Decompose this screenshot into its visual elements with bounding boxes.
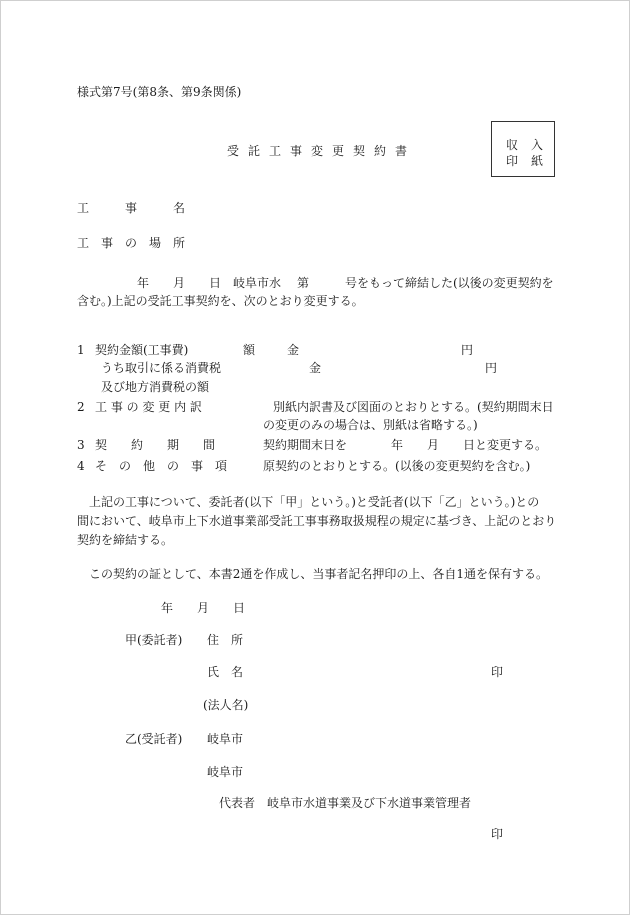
item4-label: そ の 他 の 事 項: [95, 459, 228, 473]
intro-year: 年: [137, 276, 150, 290]
sign-date-day: 日: [233, 601, 246, 615]
work-name-label-1: 工: [77, 201, 90, 215]
work-place-label-5: 所: [173, 236, 186, 250]
party-b-seal: 印: [491, 827, 504, 841]
item4-text: 原契約のとおりとする。(以後の変更契約を含む。): [263, 459, 531, 473]
item1-tax-yen: 円: [485, 361, 498, 375]
party-b-rep-name: 岐阜市水道事業及び下水道事業管理者: [267, 796, 472, 810]
item2-label: 工 事 の 変 更 内 訳: [95, 400, 202, 414]
para1-line1: 上記の工事について、委託者(以下「甲」という。)と受託者(以下「乙」という。)との: [89, 495, 540, 509]
work-place-label-2: 事: [101, 236, 114, 250]
party-b-rep-label: 代表者: [219, 796, 256, 810]
intro-no-prefix: 第: [297, 276, 310, 290]
work-place-label-4: 場: [149, 236, 162, 250]
party-b-address2: 岐阜市: [207, 765, 244, 779]
item1-gaku: 額: [243, 343, 256, 357]
para1-line2: 間において、岐阜市上下水道事業部受託工事事務取扱規程の規定に基づき、上記のとおり: [77, 514, 557, 528]
para2: この契約の証として、本書2通を作成し、当事者記名押印の上、各自1通を保有する。: [89, 567, 549, 581]
intro-line2: 含む。)上記の受託工事契約を、次のとおり変更する。: [77, 294, 364, 308]
item1-kin: 金: [287, 343, 300, 357]
work-place-label-1: 工: [77, 236, 90, 250]
item3-year: 年: [391, 438, 404, 452]
item2-number: 2: [77, 400, 85, 414]
intro-rest: 号をもって締結した(以後の変更契約を: [345, 276, 554, 290]
intro-day: 日: [209, 276, 222, 290]
item3-label: 契 約 期 間: [95, 438, 216, 452]
item2-text1: 別紙内訳書及び図面のとおりとする。(契約期間末日: [273, 400, 554, 414]
party-b-label: 乙(受託者): [125, 732, 183, 746]
item3-number: 3: [77, 438, 85, 452]
work-name-label-2: 事: [125, 201, 138, 215]
item3-month: 月: [427, 438, 440, 452]
item1-tax-kin: 金: [309, 361, 322, 375]
work-name-label-3: 名: [173, 201, 186, 215]
party-b-address: 岐阜市: [207, 732, 244, 746]
item1-yen: 円: [461, 343, 474, 357]
item1-tax-label: うち取引に係る消費税: [101, 361, 222, 375]
item3-text1: 契約期間末日を: [263, 438, 348, 452]
item2-text2: の変更のみの場合は、別紙は省略する。): [263, 418, 478, 432]
revenue-stamp-box: [491, 121, 555, 177]
work-place-label-3: の: [125, 236, 138, 250]
party-a-corp-name: (法人名): [203, 698, 249, 712]
party-a-address-label: 住 所: [207, 633, 244, 647]
item1-number: 1: [77, 343, 85, 357]
stamp-label-line1: 収入: [506, 138, 557, 152]
intro-city: 岐阜市水: [233, 276, 282, 290]
intro-month: 月: [173, 276, 186, 290]
form-number: 様式第7号(第8条、第9条関係): [77, 85, 242, 99]
stamp-label-line2: 印紙: [506, 154, 557, 168]
item3-text2: 日と変更する。: [463, 438, 548, 452]
sign-date-year: 年: [161, 601, 174, 615]
sign-date-month: 月: [197, 601, 210, 615]
document-title: 受託工事変更契約書: [227, 144, 417, 158]
item1-tax-label2: 及び地方消費税の額: [101, 380, 210, 394]
item4-number: 4: [77, 459, 85, 473]
para1-line3: 契約を締結する。: [77, 533, 174, 547]
party-a-seal: 印: [491, 665, 504, 679]
party-a-label: 甲(委託者): [125, 633, 183, 647]
party-a-name-label: 氏 名: [207, 665, 244, 679]
item1-label: 契約金額(工事費): [95, 343, 189, 357]
